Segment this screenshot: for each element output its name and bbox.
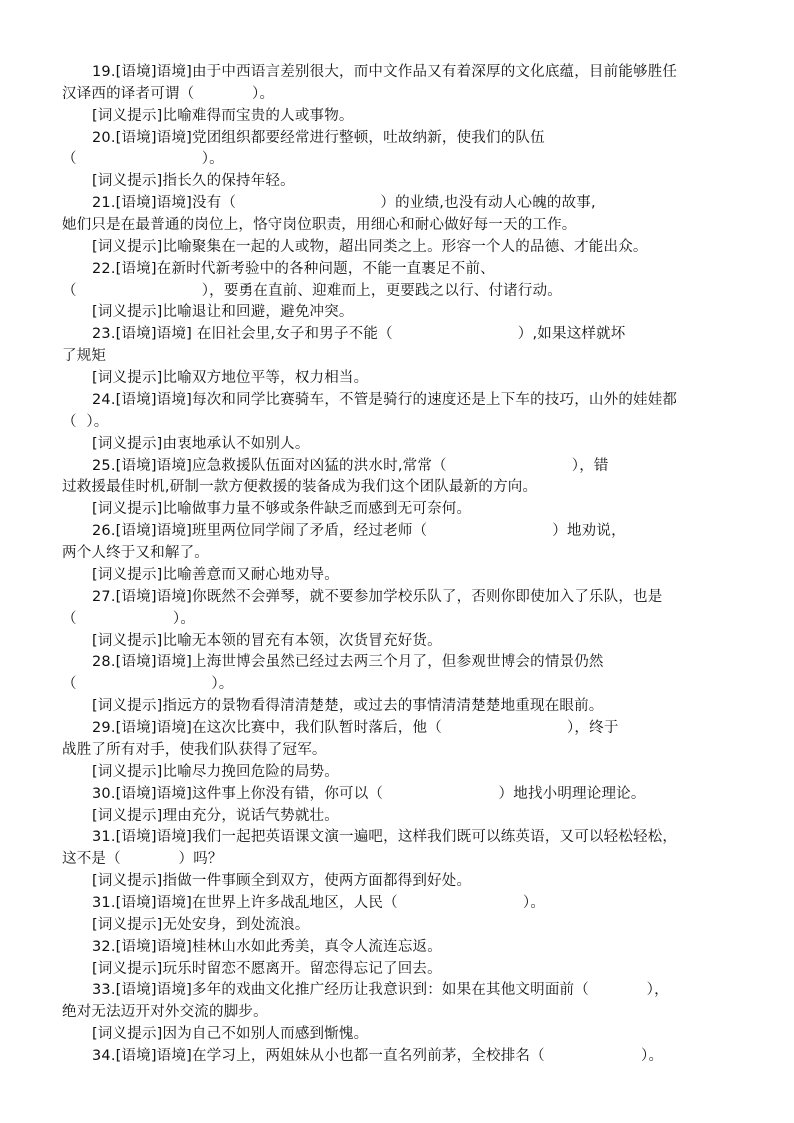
hint-29: [词义提示]比喻尽力挽回危险的局势。 [92,764,339,780]
hint-30: [词义提示]理由充分，说话气势就壮。 [92,808,339,824]
question-31-line2: 这不是（ ）吗？ [62,851,223,867]
hint-28: [词义提示]指远方的景物看得清清楚楚，或过去的事情清清楚楚地重现在眼前。 [92,698,604,714]
question-33-line1: 33.[语境]语境]多年的戏曲文化推广经历让我意识到：如果在其他文明面前（ ）， [92,982,669,998]
hint-25: [词义提示]比喻做事力量不够或条件缺乏而感到无可奈何。 [92,501,472,517]
question-23-line2: 了规矩 [62,348,107,364]
hint-19: [词义提示]比喻难得而宝贵的人或事物。 [92,108,354,124]
question-26-line1: 26.[语境]语境]班里两位同学闹了矛盾，经过老师（ ）地劝说， [92,523,626,539]
question-27-line1: 27.[语境]语境]你既然不会弹琴，就不要参加学校乐队了，否则你即使加入了乐队，也是 [92,589,663,605]
question-29-line2: 战胜了所有对手，使我们队获得了冠军。 [62,742,327,758]
hint-31: [词义提示]指做一件事顾全到双方，使两方面都得到好处。 [92,873,472,889]
question-30-line1: 30.[语境]语境]这件事上你没有错，你可以（ ）地找小明理论理论。 [92,786,646,802]
question-28-line2: （ ）。 [62,676,234,692]
question-32-line1: 32.[语境]语境]桂林山水如此秀美，真令人流连忘返。 [92,939,442,955]
hint-27: [词义提示]比喻无本领的冒充有本领，次货冒充好货。 [92,633,442,649]
question-19-line2: 汉译西的译者可谓（ ）。 [62,86,275,102]
question-22-line1: 22.[语境]在新时代新考验中的各种问题，不能一直裹足不前、 [92,261,495,277]
question-34-line1: 34.[语境]语境]在学习上，两姐妹从小也都一直名列前茅，全校排名（ ）。 [92,1048,664,1064]
hint-32: [词义提示]玩乐时留恋不愿离开。留恋得忘记了回去。 [92,961,442,977]
question-25-line1: 25.[语境]语境]应急救援队伍面对凶猛的洪水时,常常（ ），错 [92,458,609,474]
question-24-line2: （ ）。 [62,414,109,430]
hint-21: [词义提示]比喻聚集在一起的人或物，超出同类之上。形容一个人的品德、才能出众。 [92,239,648,255]
hint-20: [词义提示]指长久的保持年轻。 [92,173,295,189]
question-21-line2: 她们只是在最普通的岗位上，恪守岗位职责，用细心和耐心做好每一天的工作。 [62,217,577,233]
question-29-line1: 29.[语境]语境]在这次比赛中，我们队暂时落后，他（ ），终于 [92,720,619,736]
hint-26: [词义提示]比喻善意而又耐心地劝导。 [92,567,339,583]
question-27-line2: （ ）。 [62,611,196,627]
question-20-line1: 20.[语境]语境]党团组织都要经常进行整顿，吐故纳新，使我们的队伍 [92,130,545,146]
question-31-line1: 31.[语境]语境]我们一起把英语课文演一遍吧，这样我们既可以练英语，又可以轻松轻松， [92,829,678,845]
question-21-line1: 21.[语境]语境]没有（ ）的业绩,也没有动人心魄的故事, [92,195,596,211]
question-28-line1: 28.[语境]语境]上海世博会虽然已经过去两三个月了，但参观世博会的情景仍然 [92,654,604,670]
hint-31b: [词义提示]无处安身，到处流浪。 [92,917,310,933]
question-33-line2: 绝对无法迈开对外交流的脚步。 [62,1004,268,1020]
question-22-line2: （ ），要勇在直前、迎难而上，更要践之以行、付诸行动。 [62,283,562,299]
hint-24: [词义提示]由衷地承认不如别人。 [92,436,310,452]
hint-33: [词义提示]因为自己不如别人而感到惭愧。 [92,1026,369,1042]
question-24-line1: 24.[语境]语境]每次和同学比赛骑车，不管是骑行的速度还是上下车的技巧，山外的娃娃都 [92,392,678,408]
hint-23: [词义提示]比喻双方地位平等，权力相当。 [92,370,369,386]
question-31b-line1: 31.[语境]语境]在世界上许多战乱地区，人民（ ）。 [92,895,546,911]
hint-22: [词义提示]比喻退让和回避，避免冲突。 [92,304,354,320]
question-23-line1: 23.[语境]语境] 在旧社会里,女子和男子不能（ ）,如果这样就坏 [92,326,626,342]
question-19-line1: 19.[语境]语境]由于中西语言差别很大，而中文作品又有着深厚的文化底蕴，目前能够胜任 [92,64,678,80]
question-26-line2: 两个人终于又和解了。 [62,545,209,561]
question-20-line2: （ ）。 [62,151,224,167]
question-25-line2: 过救援最佳时机,研制一款方便救援的装备成为我们这个团队最新的方向。 [62,479,538,495]
